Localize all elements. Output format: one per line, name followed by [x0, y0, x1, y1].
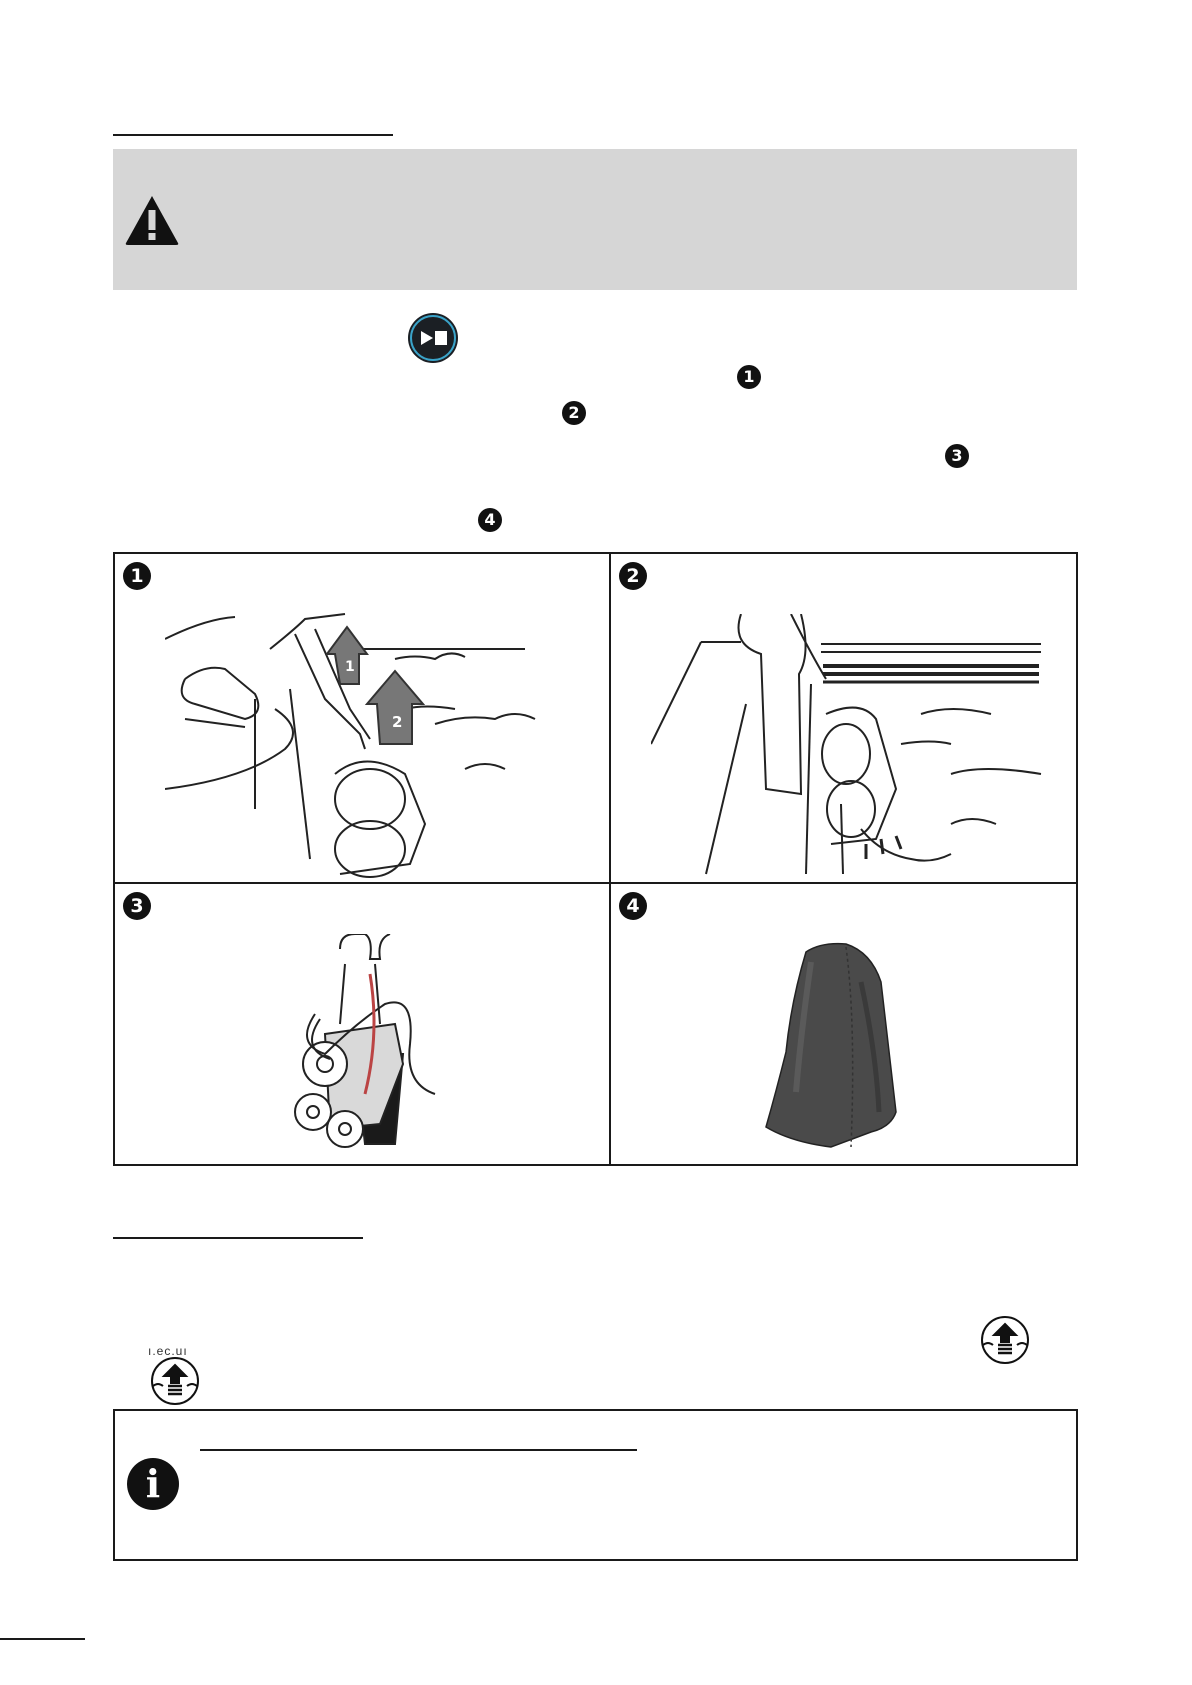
lift-system-icon	[978, 1315, 1032, 1365]
figure-cell-4	[611, 884, 1076, 1164]
figure-cell-3	[115, 884, 609, 1164]
step-marker-4: 4	[478, 508, 502, 532]
figure-number-2: 2	[619, 562, 647, 590]
figure-number-4: 4	[619, 892, 647, 920]
warning-box	[113, 149, 1077, 290]
figure-cell-2	[611, 554, 1076, 882]
step-marker-2: 2	[562, 401, 586, 425]
info-box	[113, 1409, 1078, 1561]
robot-on-caddy-illustration	[285, 934, 445, 1154]
figure-cell-1	[115, 554, 609, 882]
robot-draining-illustration	[651, 614, 1071, 879]
step-marker-3: 3	[945, 444, 969, 468]
play-stop-button-icon	[406, 311, 460, 365]
warning-triangle-icon	[123, 193, 181, 247]
lift-system-icon-inline	[148, 1356, 202, 1406]
info-heading-underline	[200, 1449, 637, 1451]
footer-rule	[0, 1638, 85, 1640]
lift-section-heading-underline	[113, 1237, 363, 1239]
info-icon: i	[127, 1458, 179, 1510]
robot-cover-illustration	[761, 942, 911, 1152]
svg-text:1: 1	[345, 659, 355, 675]
figure-grid	[113, 552, 1078, 1166]
section-heading-underline	[113, 134, 393, 136]
figure-number-3: 3	[123, 892, 151, 920]
step-marker-1: 1	[737, 365, 761, 389]
svg-text:2: 2	[392, 713, 403, 731]
robot-lift-arrows-illustration	[165, 609, 585, 879]
clipped-text-fragment: ı.ec.uı	[148, 1344, 188, 1358]
figure-number-1: 1	[123, 562, 151, 590]
